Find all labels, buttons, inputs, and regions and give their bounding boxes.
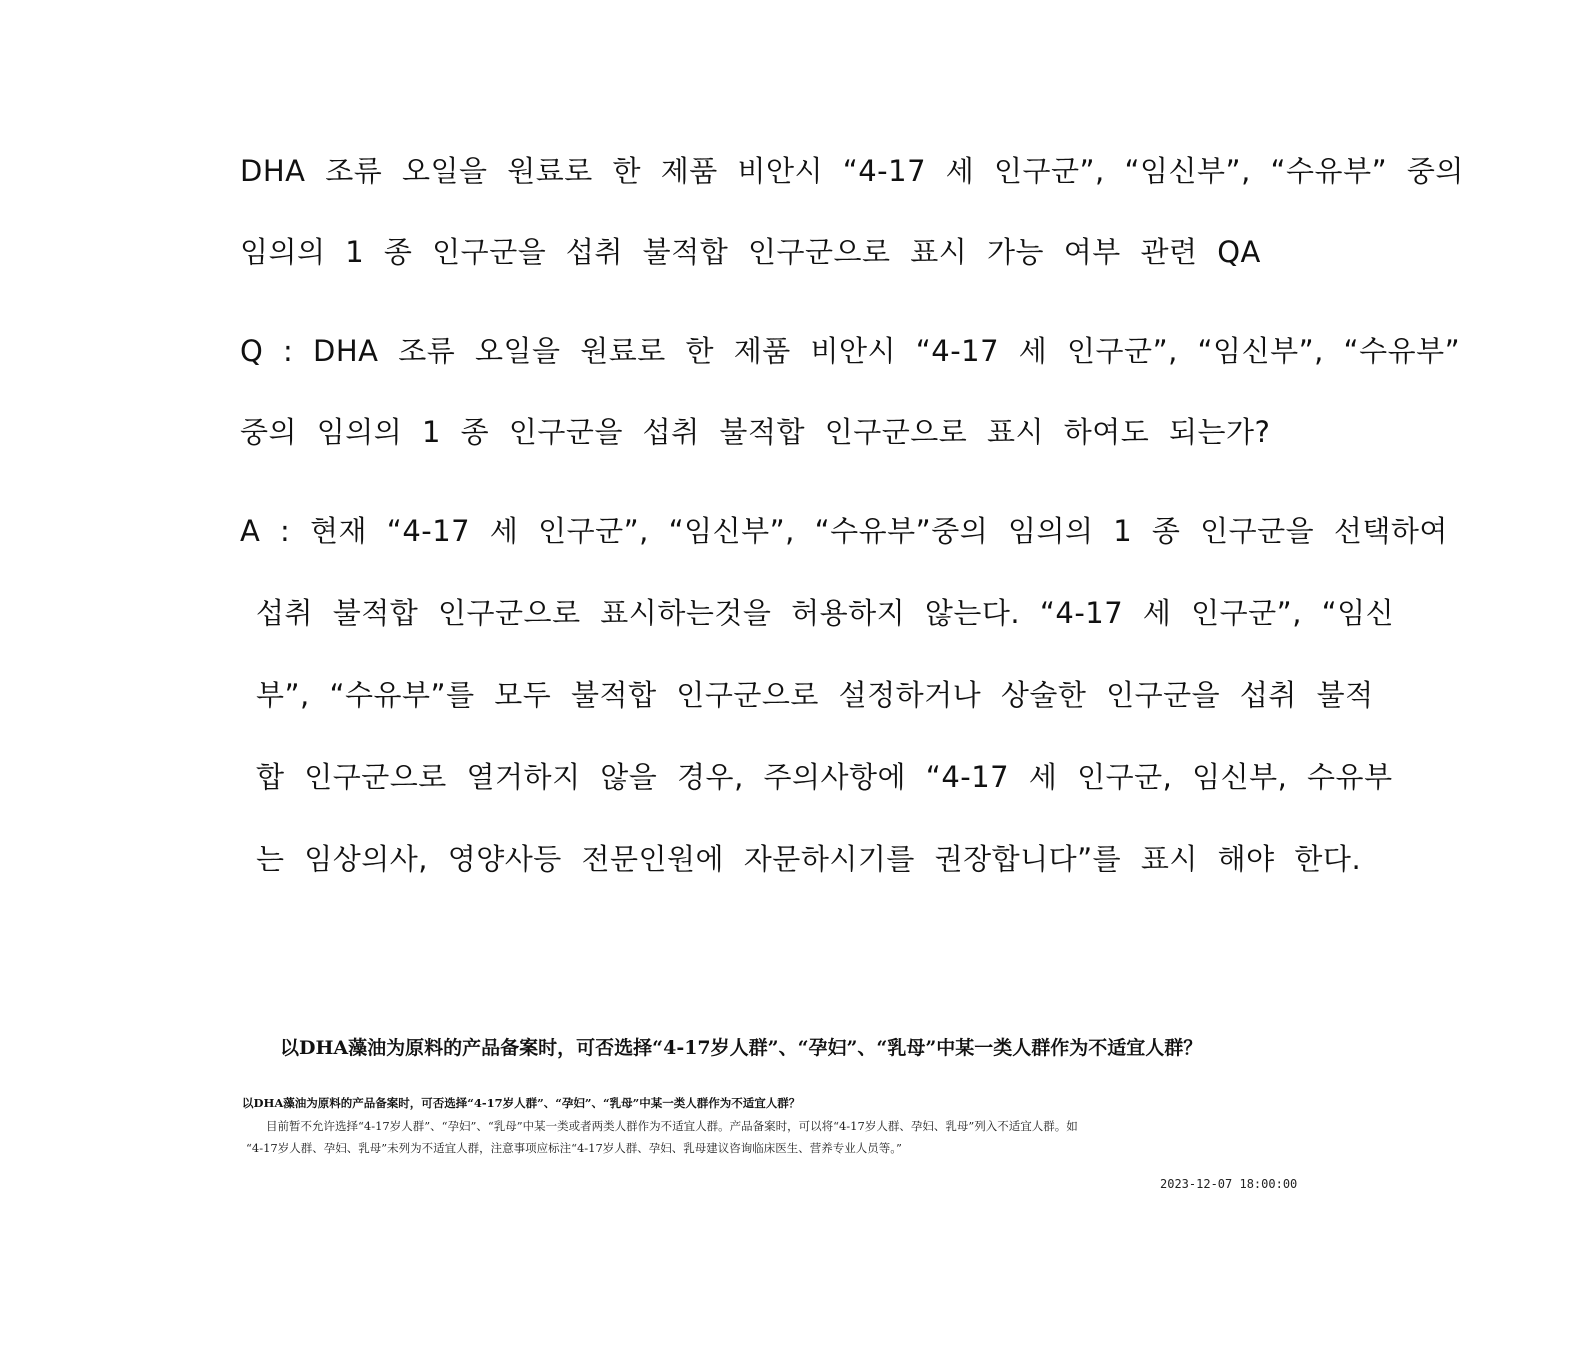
publish-date: 2023-12-07 18:00:00 [1160, 1177, 1298, 1191]
korean-title-line-2: 임의의 1 종 인구군을 섭취 불적합 인구군으로 표시 가능 여부 관련 QA [240, 235, 1261, 269]
korean-title-line-1: DHA 조류 오일을 원료로 한 제품 비안시 “4-17 세 인구군”, “임신부”, “수유부” 중의 [240, 154, 1464, 188]
korean-answer-line-3: 부”, “수유부”를 모두 불적합 인구군으로 설정하거나 상술한 인구군을 섭취 불적 [256, 678, 1374, 712]
chinese-body-line-1: 目前暂不允许选择“4-17岁人群”、“孕妇”、“乳母”中某一类或者两类人群作为不适宜人群。产品备案时，可以将“4-17岁人群、孕妇、乳母”列入不适宜人群。如 [266, 1119, 1078, 1133]
chinese-body-line-2: “4-17岁人群、孕妇、乳母”未列为不适宜人群，注意事项应标注“4-17岁人群、孕妇、乳母建议咨询临床医生、营养专业人员等。” [246, 1141, 902, 1155]
korean-question-line-1: Q : DHA 조류 오일을 원료로 한 제품 비안시 “4-17 세 인구군”, “임신부”, “수유부” [240, 334, 1461, 368]
korean-answer-line-1: A : 현재 “4-17 세 인구군”, “임신부”, “수유부”중의 임의의 1 종 인구군을 선택하여 [240, 514, 1448, 548]
chinese-title: 以DHA藻油为原料的产品备案时，可否选择“4-17岁人群”、“孕妇”、“乳母”中某一类人群作为不适宜人群？ [280, 1037, 1203, 1059]
korean-answer-line-4: 합 인구군으로 열거하지 않을 경우, 주의사항에 “4-17 세 인구군, 임신부, 수유부 [256, 760, 1393, 794]
korean-answer-line-5: 는 임상의사, 영양사등 전문인원에 자문하시기를 권장합니다”를 표시 해야 한다. [256, 842, 1362, 876]
chinese-subtitle: 以DHA藻油为原料的产品备案时，可否选择“4-17岁人群”、“孕妇”、“乳母”中某一类人群作为不适宜人群？ [242, 1096, 801, 1110]
korean-answer-line-2: 섭취 불적합 인구군으로 표시하는것을 허용하지 않는다. “4-17 세 인구군”, “임신 [256, 596, 1395, 630]
korean-question-line-2: 중의 임의의 1 종 인구군을 섭취 불적합 인구군으로 표시 하여도 되는가? [240, 415, 1271, 449]
